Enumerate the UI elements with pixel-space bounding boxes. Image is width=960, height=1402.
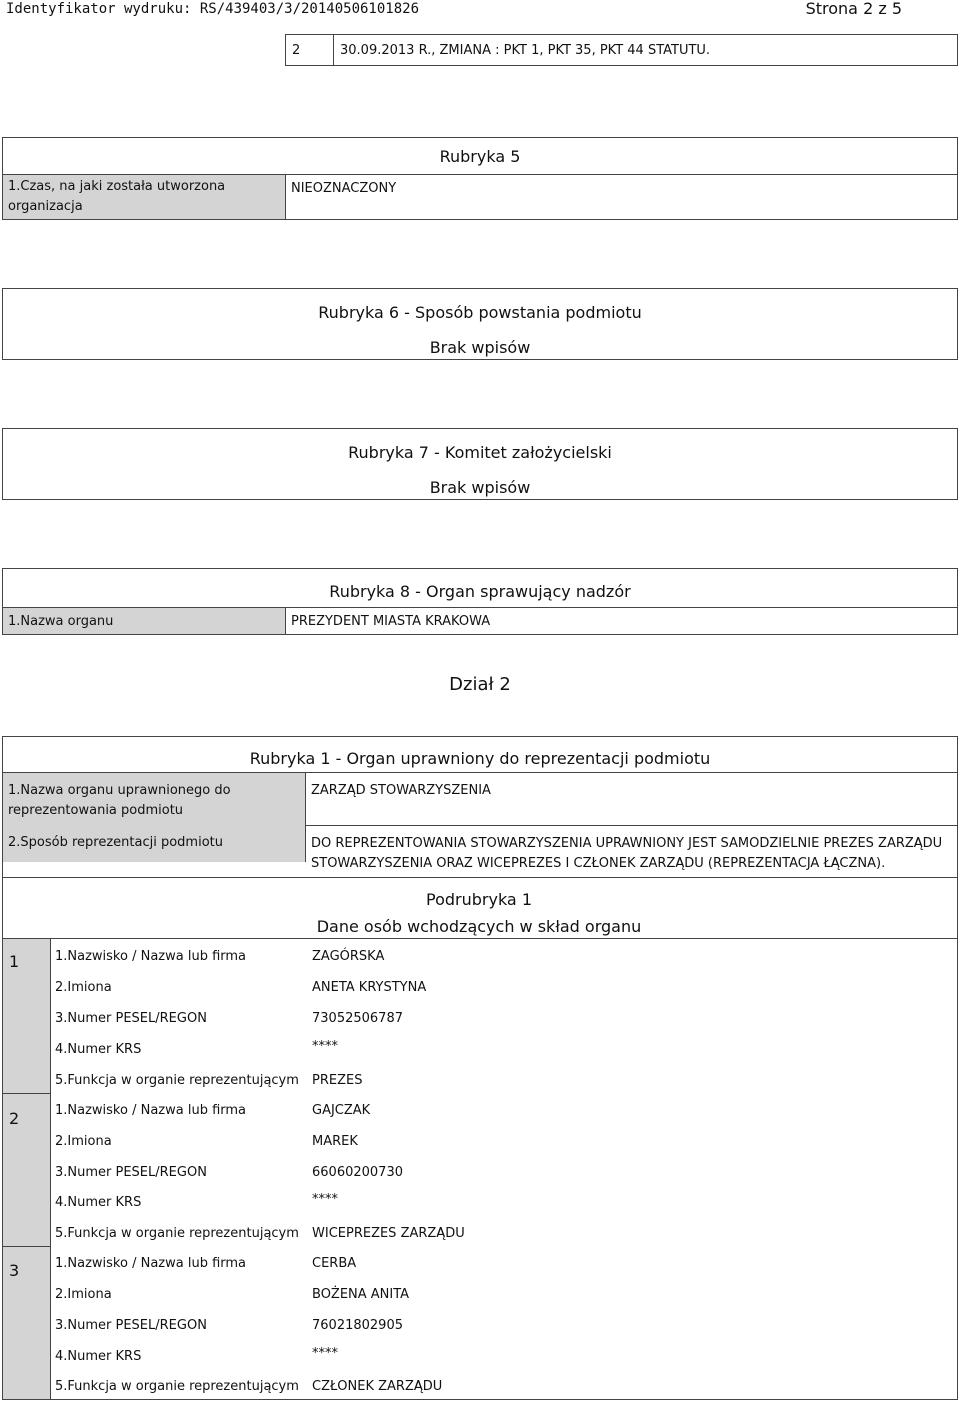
person-surname: GAJCZAK	[312, 1103, 371, 1118]
representation-name-value: ZARZĄD STOWARZYSZENIA	[306, 772, 957, 826]
person-surname: CERBA	[312, 1256, 357, 1271]
person-surname-label: 1.Nazwisko / Nazwa lub firma	[55, 1103, 247, 1118]
person-index: 3	[9, 1261, 20, 1280]
section-title: Dział 2	[449, 674, 511, 695]
rubryka-6-value: Brak wpisów	[429, 338, 531, 357]
person-pesel-label: 3.Numer PESEL/REGON	[55, 1165, 207, 1180]
person-pesel: 66060200730	[312, 1165, 403, 1180]
rubryka-7-title: Rubryka 7 - Komitet założycielski	[348, 443, 612, 462]
rubryka-8-title: Rubryka 8 - Organ sprawujący nadzór	[329, 582, 631, 601]
print-identifier: Identyfikator wydruku: RS/439403/3/20140506101826	[6, 1, 420, 17]
person-pesel-label: 3.Numer PESEL/REGON	[55, 1318, 207, 1333]
person-function-label: 5.Funkcja w organie reprezentującym	[55, 1379, 299, 1394]
amendment-row	[285, 34, 958, 66]
person-function: PREZES	[312, 1073, 363, 1088]
person-function-label: 5.Funkcja w organie reprezentującym	[55, 1073, 299, 1088]
rubryka-1-title: Rubryka 1 - Organ uprawniony do reprezentacji podmiotu	[249, 749, 711, 768]
person-names-label: 2.Imiona	[55, 980, 112, 995]
rubryka-5	[2, 137, 958, 220]
rubryka-5-value: NIEOZNACZONY	[286, 174, 957, 219]
person-function: CZŁONEK ZARZĄDU	[312, 1379, 443, 1394]
person-krs: ****	[312, 1039, 338, 1054]
rubryka-6	[2, 288, 958, 360]
representation-method-label: 2.Sposób reprezentacji podmiotu	[8, 835, 223, 850]
person-pesel: 76021802905	[312, 1318, 403, 1333]
person-krs: ****	[312, 1192, 338, 1207]
rubryka-1	[2, 736, 958, 1400]
person-index: 2	[9, 1109, 20, 1128]
representation-method-value: DO REPREZENTOWANIA STOWARZYSZENIA UPRAWNIONY JEST SAMODZIELNIE PREZES ZARZĄDU STOWARZYSZENIA ORAZ WICEPREZES I CZŁONEK ZARZĄDU (REPREZENTACJA ŁĄCZNA).	[311, 836, 943, 871]
person-krs: ****	[312, 1346, 338, 1361]
person-divider	[3, 1246, 51, 1247]
amendment-text: 30.09.2013 R., ZMIANA : PKT 1, PKT 35, PKT 44 STATUTU.	[340, 43, 711, 58]
person-index: 1	[9, 952, 20, 971]
person-function-label: 5.Funkcja w organie reprezentującym	[55, 1226, 299, 1241]
rubryka-5-label: 1.Czas, na jaki została utworzona organizacja	[3, 174, 286, 219]
person-krs-label: 4.Numer KRS	[55, 1349, 142, 1364]
rubryka-8	[2, 568, 958, 635]
person-pesel-label: 3.Numer PESEL/REGON	[55, 1011, 207, 1026]
amendment-number: 2	[286, 35, 334, 65]
page-number: Strona 2 z 5	[805, 0, 902, 18]
rubryka-7	[2, 428, 958, 500]
rubryka-5-title: Rubryka 5	[439, 147, 521, 166]
person-names: ANETA KRYSTYNA	[312, 980, 427, 995]
person-function: WICEPREZES ZARZĄDU	[312, 1226, 465, 1241]
person-names: MAREK	[312, 1134, 358, 1149]
rubryka-8-label: 1.Nazwa organu	[3, 607, 286, 634]
person-names-label: 2.Imiona	[55, 1287, 112, 1302]
podrubryka-subtitle: Dane osób wchodzących w skład organu	[316, 917, 642, 936]
person-names: BOŻENA ANITA	[312, 1287, 410, 1302]
person-pesel: 73052506787	[312, 1011, 403, 1026]
rubryka-8-value: PREZYDENT MIASTA KRAKOWA	[286, 607, 957, 634]
person-surname-label: 1.Nazwisko / Nazwa lub firma	[55, 949, 247, 964]
podrubryka-title: Podrubryka 1	[426, 890, 532, 909]
person-krs-label: 4.Numer KRS	[55, 1195, 142, 1210]
podrubryka-header	[2, 877, 958, 939]
person-krs-label: 4.Numer KRS	[55, 1042, 142, 1057]
person-surname: ZAGÓRSKA	[312, 949, 385, 964]
representation-name-label-text: 1.Nazwa organu uprawnionego do reprezentowania podmiotu	[8, 783, 231, 818]
person-names-label: 2.Imiona	[55, 1134, 112, 1149]
rubryka-7-value: Brak wpisów	[429, 478, 531, 497]
person-surname-label: 1.Nazwisko / Nazwa lub firma	[55, 1256, 247, 1271]
representation-name-label	[3, 772, 306, 862]
person-index-column	[3, 939, 51, 1399]
rubryka-6-title: Rubryka 6 - Sposób powstania podmiotu	[318, 303, 642, 322]
person-divider	[3, 1093, 51, 1094]
